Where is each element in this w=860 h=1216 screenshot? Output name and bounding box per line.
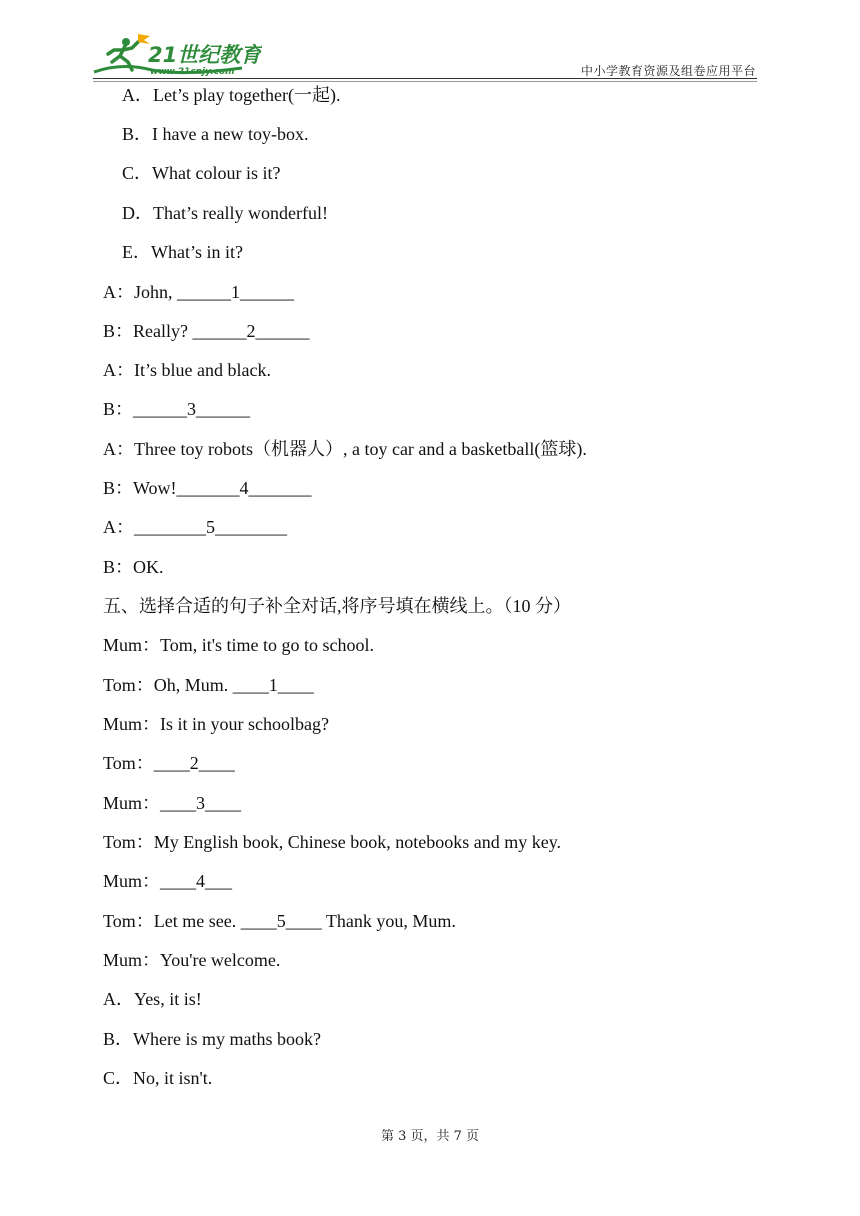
header-platform-name: 中小学教育资源及组卷应用平台 bbox=[580, 64, 756, 78]
dialogue-line: Mum：____3____ bbox=[103, 793, 242, 813]
dialogue-line: Tom：Let me see. ____5____ Thank you, Mum. bbox=[103, 911, 456, 931]
dialogue-line: Mum：You're welcome. bbox=[103, 950, 281, 970]
svg-text:www.21cnjy.com: www.21cnjy.com bbox=[150, 67, 235, 77]
dialogue-line: B：______3______ bbox=[103, 399, 251, 419]
page-number: 第 3 页，共 7 页 bbox=[380, 1129, 480, 1144]
section-heading: 五、选择合适的句子补全对话,将序号填在横线上。（10 分） bbox=[103, 596, 571, 616]
option-line: A．Yes, it is! bbox=[103, 989, 202, 1009]
option-line: E．What’s in it? bbox=[122, 242, 243, 262]
dialogue-line: Tom：My English book, Chinese book, notebooks and my key. bbox=[103, 832, 562, 852]
dialogue-line: A：________5________ bbox=[103, 517, 287, 537]
page-header bbox=[0, 0, 860, 82]
dialogue-line: Mum：____4___ bbox=[103, 871, 233, 891]
option-line: B．I have a new toy-box. bbox=[122, 124, 309, 144]
option-line: B．Where is my maths book? bbox=[103, 1029, 321, 1049]
dialogue-line: A：Three toy robots（机器人）, a toy car and a basketball(篮球). bbox=[103, 439, 587, 459]
header-divider-thin bbox=[93, 81, 757, 82]
site-logo bbox=[92, 32, 262, 78]
option-line: D．That’s really wonderful! bbox=[122, 203, 328, 223]
option-line: A．Let’s play together(一起). bbox=[122, 85, 341, 105]
option-line: C．No, it isn't. bbox=[103, 1068, 213, 1088]
option-line: C．What colour is it? bbox=[122, 163, 281, 183]
runner-logo-icon bbox=[92, 32, 262, 78]
dialogue-line: A：John, ______1______ bbox=[103, 282, 295, 302]
dialogue-line: Mum：Is it in your schoolbag? bbox=[103, 714, 329, 734]
svg-text:21世纪教育: 21世纪教育 bbox=[148, 43, 262, 67]
header-divider bbox=[93, 78, 757, 79]
dialogue-line: A：It’s blue and black. bbox=[103, 360, 271, 380]
dialogue-line: Tom：____2____ bbox=[103, 753, 235, 773]
dialogue-line: B：Wow!_______4_______ bbox=[103, 478, 312, 498]
dialogue-line: Tom：Oh, Mum. ____1____ bbox=[103, 675, 314, 695]
dialogue-line: Mum：Tom, it's time to go to school. bbox=[103, 635, 374, 655]
dialogue-line: B：OK. bbox=[103, 557, 164, 577]
dialogue-line: B：Really? ______2______ bbox=[103, 321, 310, 341]
